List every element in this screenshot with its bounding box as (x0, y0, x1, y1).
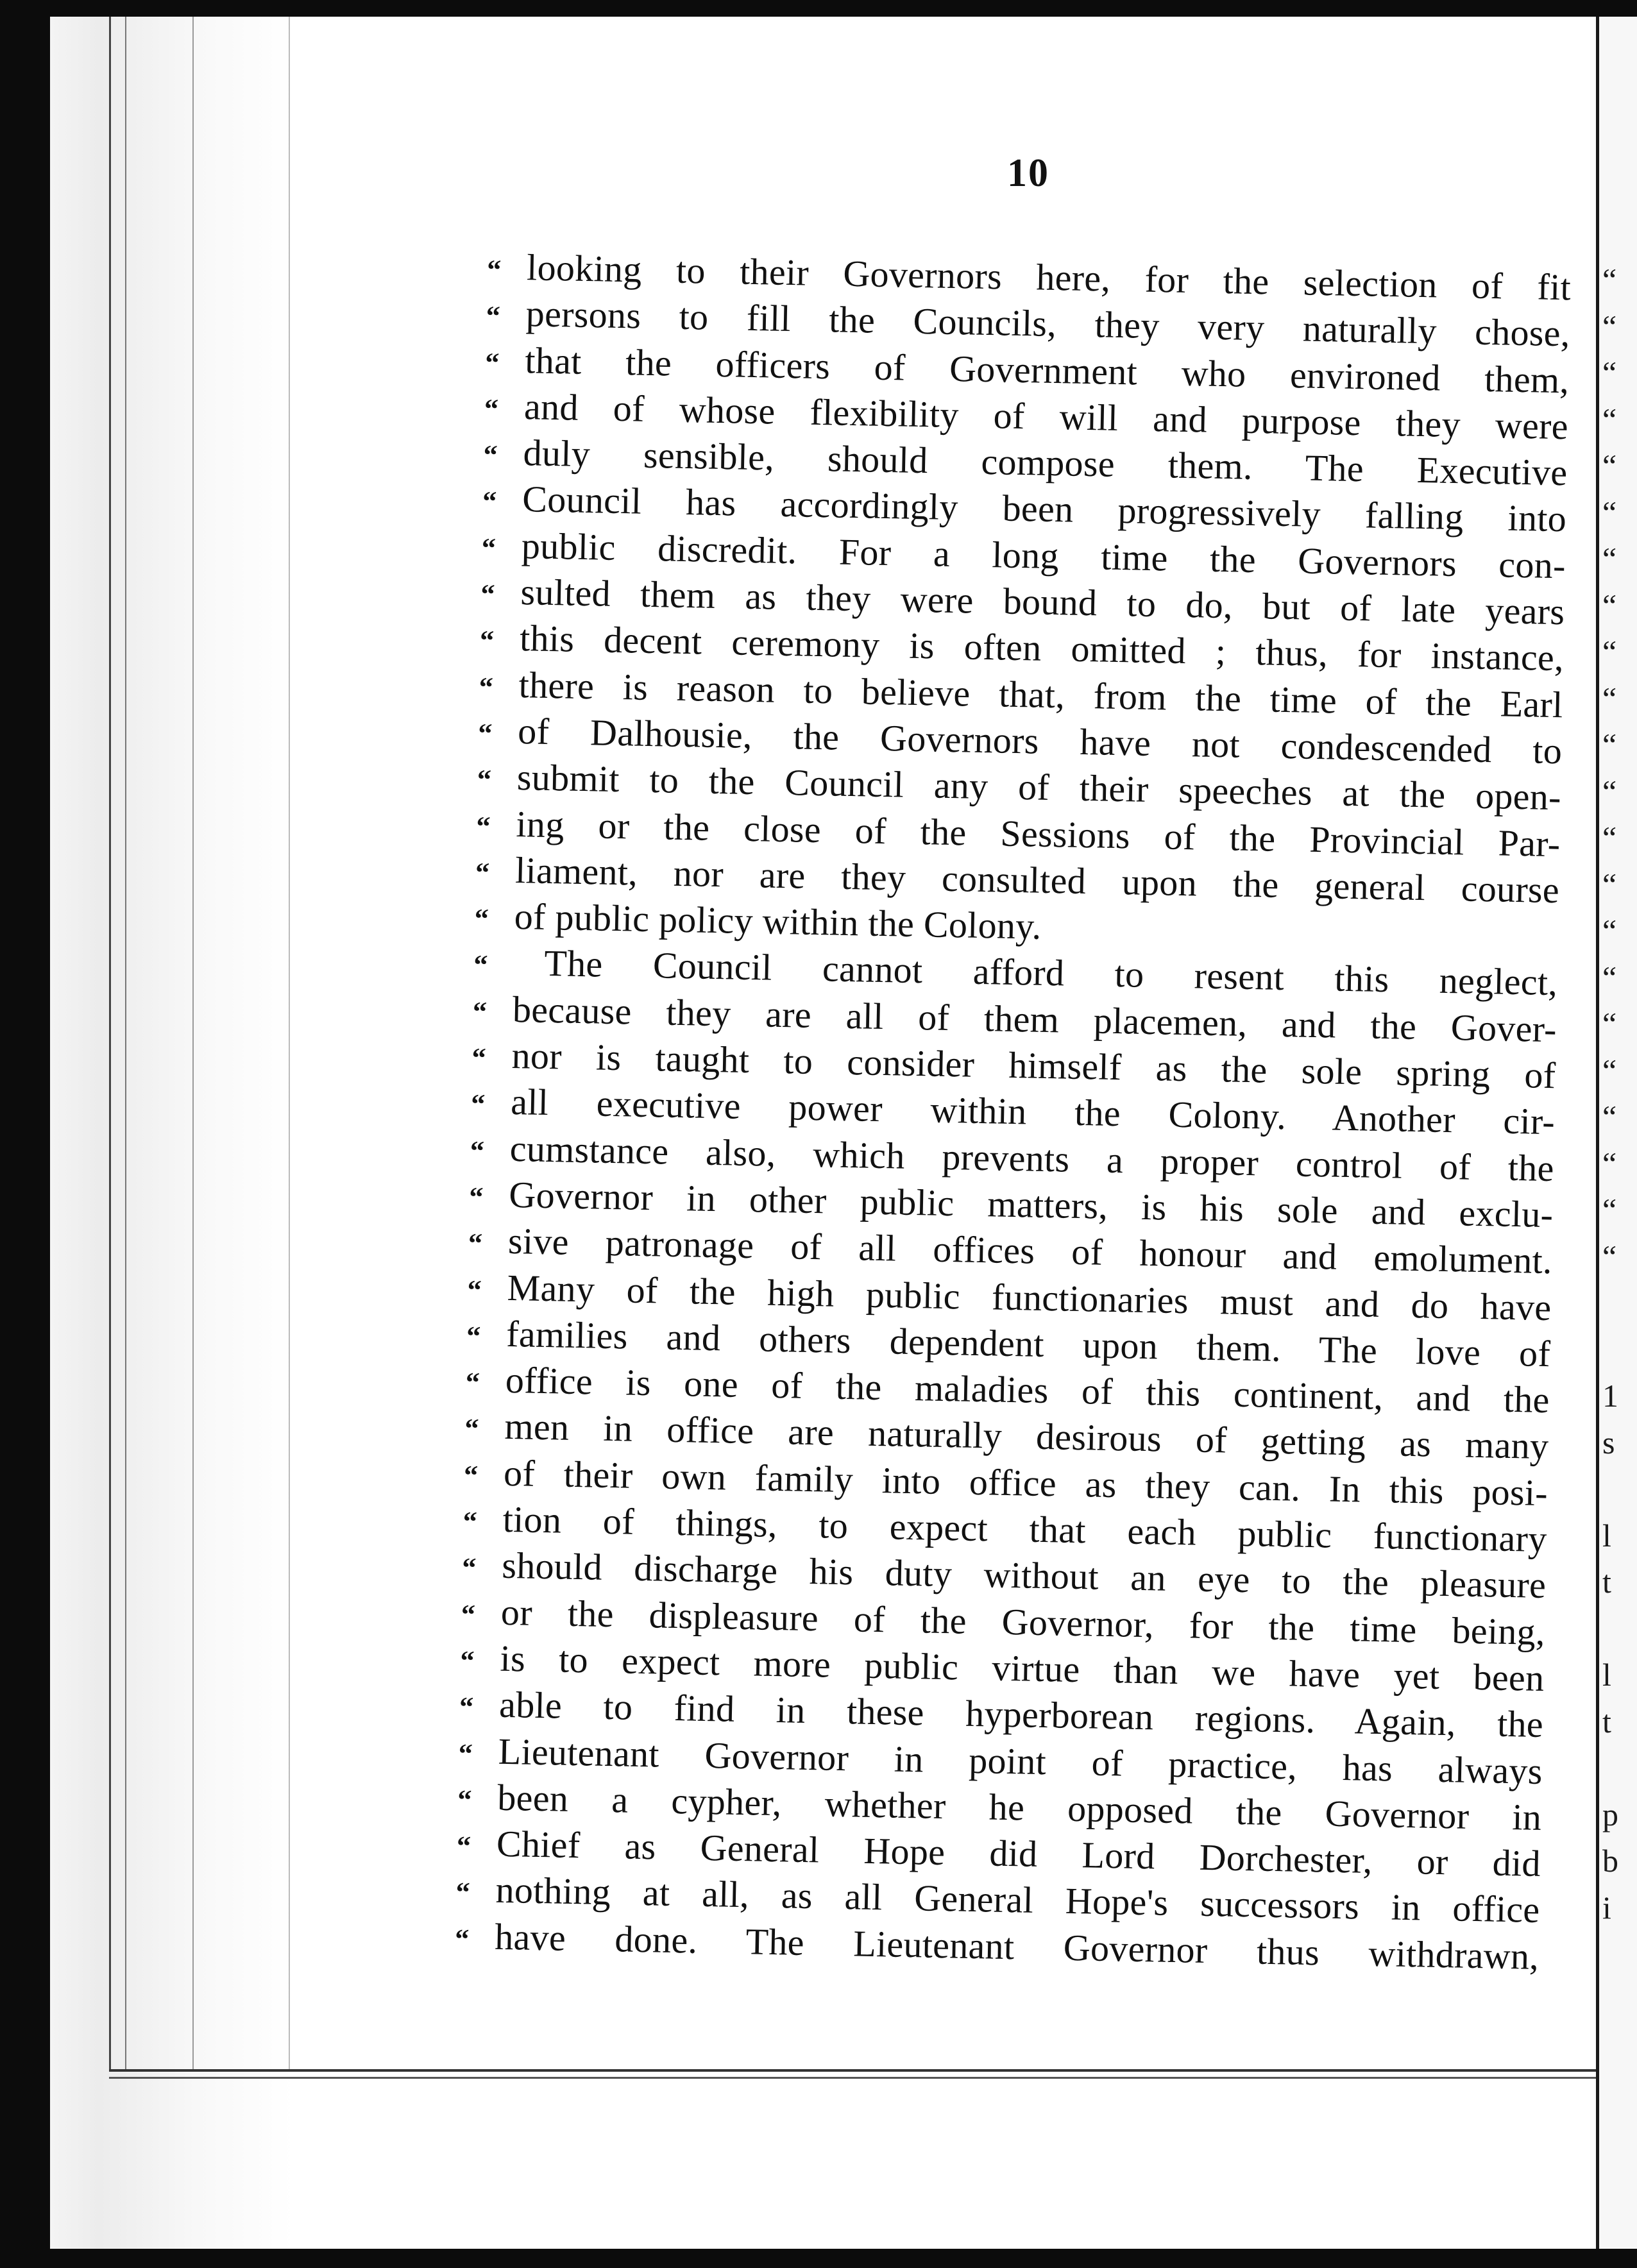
line-text: Governor in other public matters, is his sole and exclu- (508, 1173, 1554, 1236)
quote-mark: “ (480, 578, 495, 611)
line-text: persons to fill the Councils, they very naturally chose, (525, 292, 1571, 355)
line-text: men in office are naturally desirous of getting as many (504, 1405, 1549, 1468)
line-text: of public policy within the Colony. (514, 895, 1042, 947)
quote-mark: “ (470, 1088, 486, 1121)
line-text: Council has accordingly been progressively falling into (522, 478, 1567, 540)
line-text: ing or the close of the Sessions of the Provincial Par- (516, 802, 1561, 865)
quote-mark: “ (461, 1552, 477, 1584)
line-text: nothing at all, as all General Hope's successors in office (495, 1869, 1541, 1931)
line-text: Many of the high public functionaries must and do have (507, 1266, 1552, 1328)
quote-mark: “ (477, 717, 493, 750)
quote-mark: “ (470, 1135, 485, 1167)
line-text: because they are all of them placemen, and the Gover- (512, 988, 1557, 1050)
line-text: is to expect more public virtue than we have yet been (500, 1637, 1545, 1699)
quote-mark: “ (458, 1738, 473, 1770)
scan-border-bottom (0, 2249, 1637, 2268)
line-text: should discharge his duty without an eye to the pleasure (501, 1544, 1547, 1607)
quote-mark: “ (466, 1320, 481, 1352)
fold-line (192, 17, 194, 2069)
quote-mark: “ (477, 764, 492, 796)
line-text: of their own family into office as they can. In this posi- (503, 1451, 1548, 1514)
quote-mark: “ (456, 1830, 471, 1863)
quote-mark: “ (483, 439, 498, 471)
quote-mark: “ (464, 1413, 479, 1445)
fold-line (109, 17, 111, 2069)
quote-mark: “ (486, 253, 502, 286)
quote-mark: “ (484, 393, 499, 425)
quote-mark: “ (475, 856, 490, 889)
quote-mark: “ (482, 486, 497, 518)
line-text: Chief as General Hope did Lord Dorchester, or did (496, 1822, 1541, 1885)
fold-line (125, 17, 126, 2069)
scan-border-top (0, 0, 1637, 17)
line-text: submit to the Council any of their speeches at the open- (516, 756, 1562, 818)
quote-mark: “ (471, 1042, 487, 1074)
quote-mark: “ (476, 810, 491, 842)
quote-mark: “ (472, 995, 488, 1028)
line-text: and of whose flexibility of will and purpose they were (523, 385, 1569, 448)
page-bottom-edge (109, 2069, 1597, 2072)
line-text: have done. The Lieutenant Governor thus withdrawn, (494, 1915, 1539, 1977)
quote-mark: “ (474, 902, 489, 935)
line-text: sive patronage of all offices of honour and emolument. (507, 1220, 1553, 1282)
quote-mark: “ (481, 532, 496, 564)
line-text: families and others dependent upon them. The love of (505, 1312, 1551, 1375)
line-text: nor is taught to consider himself as the sole spring of (511, 1035, 1557, 1097)
quote-mark: “ (463, 1459, 479, 1491)
quote-mark: “ (479, 671, 494, 703)
body-text (455, 244, 1572, 1980)
book-fold-shadow (50, 17, 294, 2249)
quote-mark: “ (455, 1876, 471, 1909)
line-text: there is reason to believe that, from the time of the Earl (518, 663, 1564, 725)
line-text: all executive power within the Colony. Another cir- (510, 1081, 1556, 1143)
quote-mark: “ (467, 1274, 482, 1306)
line-text: able to find in these hyperborean regions. Again, the (498, 1683, 1544, 1746)
line-text: or the displeasure of the Governor, for the time being, (500, 1591, 1546, 1653)
line-text: cumstance also, which prevents a proper control of the (509, 1127, 1555, 1189)
quote-mark: “ (473, 949, 488, 981)
page-bottom-edge (109, 2077, 1597, 2079)
quote-mark: “ (454, 1923, 470, 1955)
quote-mark: “ (465, 1366, 480, 1399)
line-text: duly sensible, should compose them. The Executive (523, 432, 1568, 494)
quote-mark: “ (462, 1505, 478, 1538)
quote-mark: “ (468, 1181, 484, 1214)
page-divider (1596, 17, 1599, 2249)
line-text: office is one of the maladies of this continent, and the (505, 1358, 1550, 1421)
line-text: that the officers of Government who environed them, (524, 339, 1570, 401)
quote-mark: “ (461, 1598, 476, 1630)
page-number: 10 (1007, 151, 1049, 195)
line-text: this decent ceremony is often omitted ; thus, for instance, (519, 617, 1565, 679)
line-text: been a cypher, whether he opposed the Governor in (496, 1776, 1542, 1838)
fold-line (289, 17, 290, 2069)
quote-mark: “ (484, 346, 500, 378)
quote-mark: “ (479, 625, 495, 657)
scan-border-left (0, 0, 50, 2268)
quote-mark: “ (486, 300, 501, 332)
line-text: Lieutenant Governor in point of practice, has always (498, 1730, 1543, 1792)
line-text: liament, nor are they consulted upon the general course (514, 849, 1560, 911)
line-text: public discredit. For a long time the Governors con- (521, 524, 1566, 587)
line-text: tion of things, to expect that each public functionary (502, 1498, 1548, 1561)
line-text: The Council cannot afford to resent this neglect, (543, 942, 1558, 1004)
line-text: of Dalhousie, the Governors have not condescended to (517, 710, 1563, 772)
quote-mark: “ (468, 1227, 483, 1260)
quote-mark: “ (457, 1784, 472, 1816)
line-text: looking to their Governors here, for the selection of fit (526, 246, 1572, 309)
quote-mark: “ (459, 1691, 474, 1723)
line-text: sulted them as they were bound to do, but of late years (520, 571, 1565, 633)
quote-mark: “ (460, 1645, 475, 1677)
adjacent-page-margin-text: “ “ “ “ “ “ “ “ “ “ “ “ “ “ “ “ “ “ “ “ “ “ 1 s l t l t p b i (1602, 262, 1618, 1925)
